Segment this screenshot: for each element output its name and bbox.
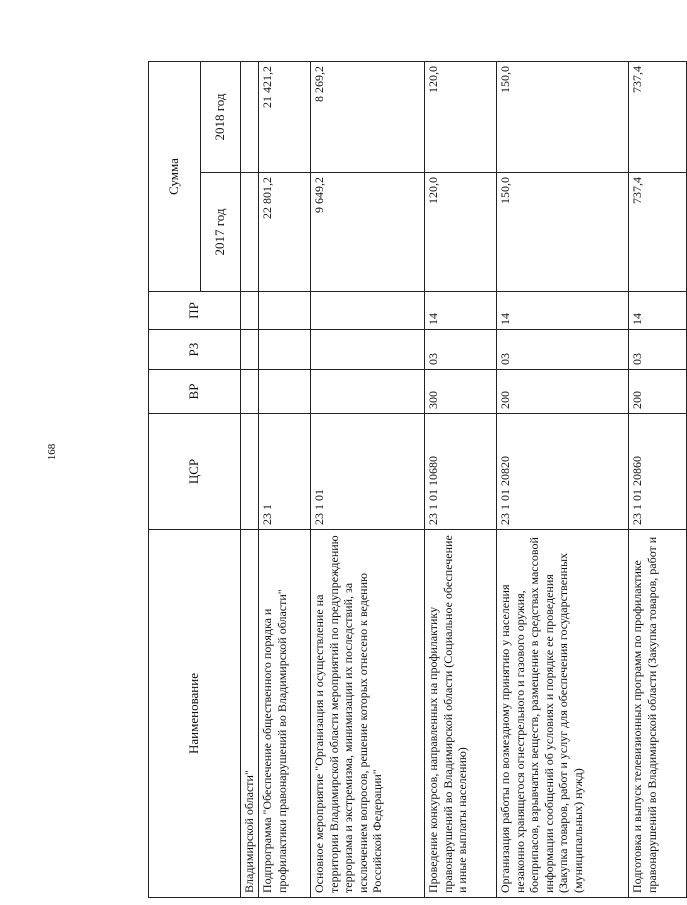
row-vr xyxy=(259,370,311,414)
header-2018: 2018 год xyxy=(201,62,241,173)
row-rz: 03 xyxy=(497,330,629,370)
budget-table xyxy=(148,61,687,898)
row-csr: 23 1 01 20820 xyxy=(497,414,629,530)
table-row xyxy=(425,62,497,898)
row-name: Владимирской области" xyxy=(241,530,259,898)
row-csr xyxy=(241,414,259,530)
row-csr: 23 1 xyxy=(259,414,311,530)
header-sum: Сумма xyxy=(149,62,201,292)
row-rz: 03 xyxy=(629,330,687,370)
table-row xyxy=(497,62,629,898)
row-csr: 23 1 01 10680 xyxy=(425,414,497,530)
table-row xyxy=(629,62,687,898)
row-vr xyxy=(241,370,259,414)
row-2018: 8 269,2 xyxy=(311,62,425,173)
header-rz: РЗ xyxy=(149,330,241,370)
table-row xyxy=(311,62,425,898)
header-2017: 2017 год xyxy=(201,173,241,292)
row-pr xyxy=(259,292,311,330)
row-2018: 120,0 xyxy=(425,62,497,173)
row-pr xyxy=(311,292,425,330)
row-2017: 150,0 xyxy=(497,173,629,292)
budget-table-rotated xyxy=(148,62,659,898)
row-vr: 200 xyxy=(629,370,687,414)
row-pr xyxy=(241,292,259,330)
table-row xyxy=(259,62,311,898)
row-2017: 737,4 xyxy=(629,173,687,292)
row-csr: 23 1 01 20860 xyxy=(629,414,687,530)
row-name: Основное мероприятие "Организация и осуществление на территории Владимирской области мероприятий по предупреждению терроризма и экстремизма, минимизации их последствий, за исключением вопросов, решение которых отнесено к ведению Российской Федерации" xyxy=(311,530,425,898)
page-number: 168 xyxy=(46,443,58,461)
row-2018 xyxy=(241,62,259,173)
row-rz xyxy=(259,330,311,370)
row-name: Проведение конкурсов, направленных на профилактику правонарушений во Владимирской области (Социальное обеспечение и иные выплаты населению) xyxy=(425,530,497,898)
row-2017: 9 649,2 xyxy=(311,173,425,292)
header-csr: ЦСР xyxy=(149,414,241,530)
header-name: Наименование xyxy=(149,530,241,898)
row-name: Подпрограмма "Обеспечение общественного порядка и профилактики правонарушений во Владимирской области" xyxy=(259,530,311,898)
row-2017: 22 801,2 xyxy=(259,173,311,292)
row-2018: 150,0 xyxy=(497,62,629,173)
row-pr: 14 xyxy=(425,292,497,330)
row-name: Подготовка и выпуск телевизионных программ по профилактике правонарушений во Владимирской области (Закупка товаров, работ и xyxy=(629,530,687,898)
row-2018: 737,4 xyxy=(629,62,687,173)
row-vr: 300 xyxy=(425,370,497,414)
row-vr: 200 xyxy=(497,370,629,414)
row-vr xyxy=(311,370,425,414)
row-2017 xyxy=(241,173,259,292)
row-csr: 23 1 01 xyxy=(311,414,425,530)
table-row xyxy=(241,62,259,898)
row-2018: 21 421,2 xyxy=(259,62,311,173)
header-vr: ВР xyxy=(149,370,241,414)
row-2017: 120,0 xyxy=(425,173,497,292)
header-pr: ПР xyxy=(149,292,241,330)
row-rz: 03 xyxy=(425,330,497,370)
row-pr: 14 xyxy=(497,292,629,330)
row-rz xyxy=(311,330,425,370)
row-name: Организация работы по возмездному принятию у населения незаконно хранящегося огнестрельного и газового оружия, боеприпасов, взрывчатых веществ, размещение в средствах массовой информации сообщений об условиях и порядке ее проведения (Закупка товаров, работ и услуг для обеспечения государственных (муниципальных) нужд) xyxy=(497,530,629,898)
row-pr: 14 xyxy=(629,292,687,330)
row-rz xyxy=(241,330,259,370)
